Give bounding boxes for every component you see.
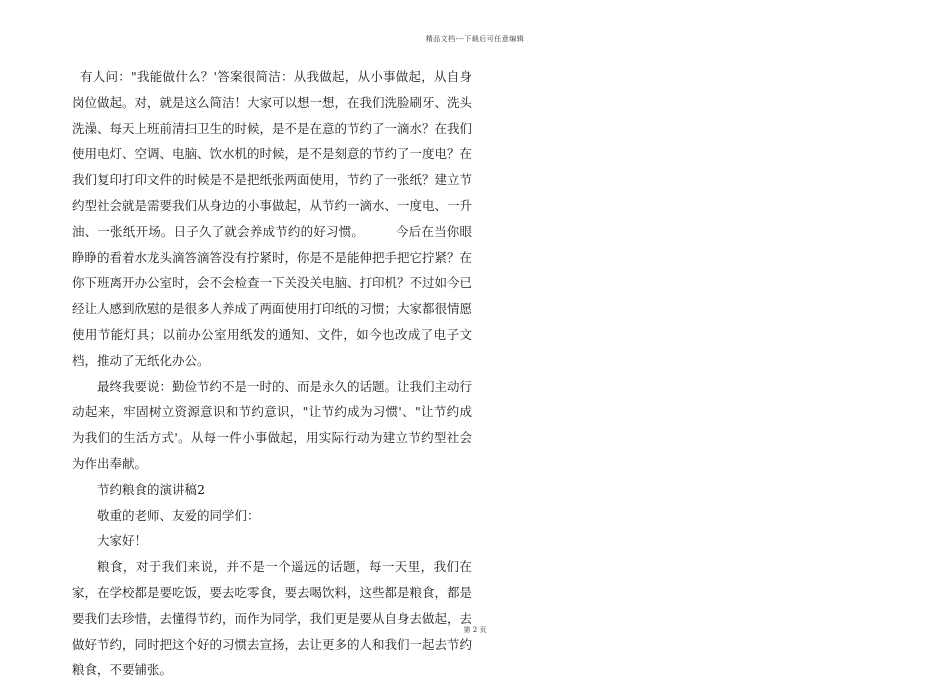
paragraph-2: 最终我要说：勤俭节约不是一时的、而是永久的话题。让我们主动行动起来，牢固树立资源意识和节约意识，"让节约成为习惯'、"让节约成为我们的生活方式'。从每一件小事做起，用实际行动为建立节约型社会为作出奉献。 [72,378,473,471]
section-title: 节约粮食的演讲稿2 [97,481,205,497]
document-body [72,64,472,683]
page-number: 第 2 页 [463,626,487,634]
paragraph-1: 有人问："我能做什么？'答案很简洁：从我做起，从小事做起，从自身岗位做起。对，就是这么简洁！大家可以想一想，在我们洗脸刷牙、洗头洗澡、每天上班前清扫卫生的时候，是不是在意的节约了一滴水？在我们使用电灯、空调、电脑、饮水机的时候，是不是刻意的节约了一度电？在我们复印打印文件的时候是不是把纸张两面使用，节约了一张纸？建立节约型社会就是需要我们从身边的小事做起，从节约一滴水、一度电、一升油、一张纸开场。日子久了就会养成节约的好习惯。 今后在当你眼睁睁的看着水龙头滴答滴答没有拧紧时，你是不是能伸把手把它拧紧？在你下班离开办公室时，会不会检查一下关没关电脑、打印机？不过如今已经让人感到欣慰的是很多人养成了两面使用打印纸的习惯；大家都很情愿使用节能灯具；以前办公室用纸发的通知、文件，如今也改成了电子文档，推动了无纸化办公。 [72,69,473,368]
page-header: 精品文档---下载后可任意编辑 [425,35,525,43]
salutation: 敬重的老师、友爱的同学们： [97,507,260,523]
greeting: 大家好！ [97,533,148,549]
paragraph-3: 粮食，对于我们来说，并不是一个遥远的话题，每一天里，我们在家，在学校都是要吃饭，要去吃零食，要去喝饮料，这些都是粮食，都是要我们去珍惜，去懂得节约，而作为同学，我们更是要从自身去做起，去做好节约，同时把这个好的习惯去宣扬，去让更多的人和我们一起去节约粮食，不要铺张。 [72,559,473,678]
